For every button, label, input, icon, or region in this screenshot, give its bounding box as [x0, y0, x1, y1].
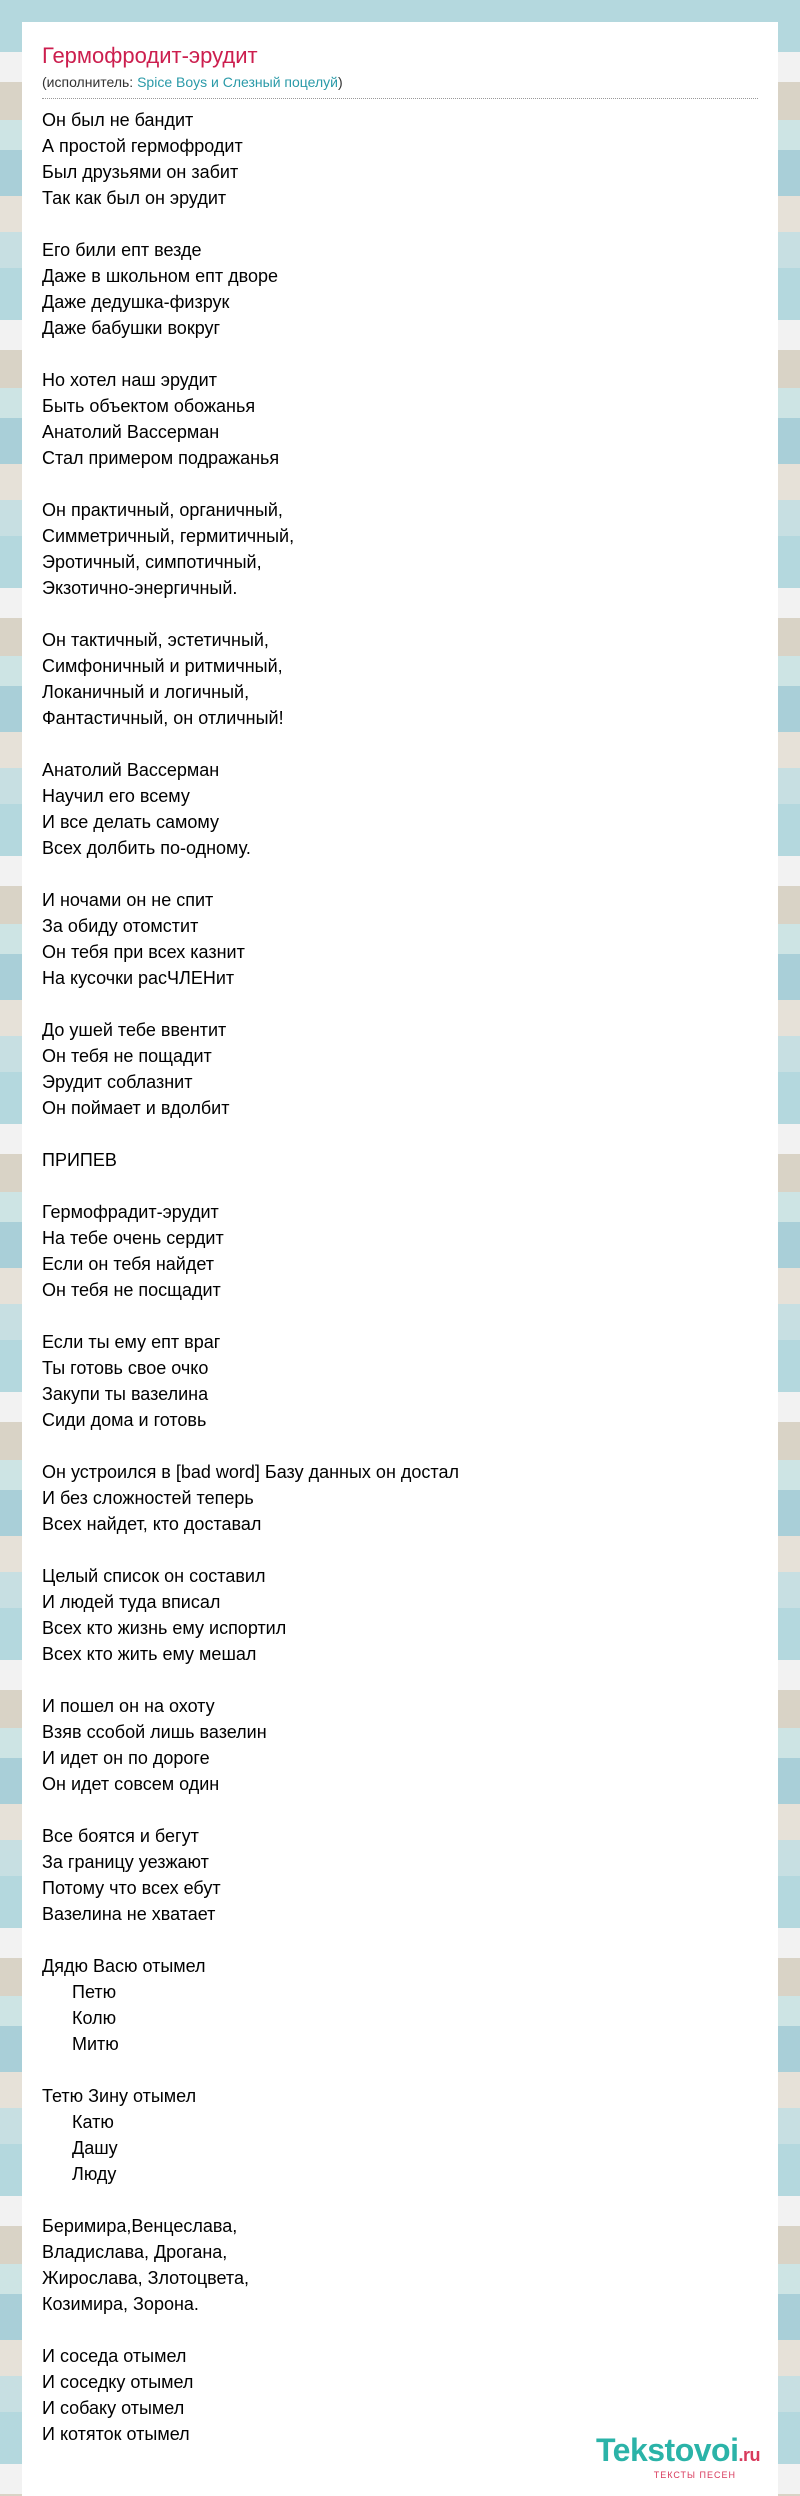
- lyrics-line: За границу уезжают: [42, 1852, 209, 1872]
- logo-wordmark: [596, 2434, 760, 2471]
- lyrics-stanza: [42, 1329, 758, 1433]
- lyrics-line: Ты готовь свое очко: [42, 1358, 209, 1378]
- lyrics-line: Стал примером подражанья: [42, 448, 280, 468]
- lyrics-line: Всех найдет, кто доставал: [42, 1514, 262, 1534]
- lyrics-line: Локаничный и логичный,: [42, 682, 250, 702]
- page-title: Гермофродит-эрудит: [42, 43, 258, 68]
- lyrics-line: Целый список он составил: [42, 1566, 266, 1586]
- lyrics-line: И котяток отымел: [42, 2424, 190, 2444]
- lyrics-stanza: [42, 1199, 758, 1303]
- lyrics-line: Дядю Васю отымел: [42, 1956, 206, 1976]
- site-logo[interactable]: [596, 2434, 760, 2480]
- lyrics-line: Эрудит соблазнит: [42, 1072, 193, 1092]
- lyrics-line: Вазелина не хватает: [42, 1904, 216, 1924]
- lyrics-stanza: [42, 1459, 758, 1537]
- lyrics-line: Его били епт везде: [42, 240, 202, 260]
- lyrics-line: И собаку отымел: [42, 2398, 185, 2418]
- subtitle-prefix: (исполнитель:: [42, 74, 138, 90]
- lyrics-line: Всех кто жить ему мешал: [42, 1644, 257, 1664]
- lyrics-line-indented: Петю: [72, 1982, 117, 2002]
- lyrics-stanza: [42, 497, 758, 601]
- lyrics-line: Всех кто жизнь ему испортил: [42, 1618, 287, 1638]
- lyrics-line: Все боятся и бегут: [42, 1826, 199, 1846]
- lyrics-line: Даже дедушка-физрук: [42, 292, 230, 312]
- lyrics-line: Он тебя не посщадит: [42, 1280, 221, 1300]
- lyrics-line: Закупи ты вазелина: [42, 1384, 209, 1404]
- lyrics-line: И людей туда вписал: [42, 1592, 221, 1612]
- lyrics-line: Он тебя не пощадит: [42, 1046, 212, 1066]
- lyrics-text: [42, 107, 758, 2447]
- lyrics-line: Так как был он эрудит: [42, 188, 227, 208]
- lyrics-line: Он поймает и вдолбит: [42, 1098, 230, 1118]
- lyrics-line: Быть объектом обожанья: [42, 396, 256, 416]
- lyrics-line: И соседку отымел: [42, 2372, 194, 2392]
- lyrics-line: Даже бабушки вокруг: [42, 318, 221, 338]
- lyrics-line: Он тебя при всех казнит: [42, 942, 245, 962]
- lyrics-line: Экзотично-энергичный.: [42, 578, 238, 598]
- lyrics-line: Был друзьями он забит: [42, 162, 239, 182]
- lyrics-line: И все делать самому: [42, 812, 219, 832]
- lyrics-line: Даже в школьном епт дворе: [42, 266, 279, 286]
- lyrics-stanza: [42, 1147, 758, 1173]
- lyrics-stanza: [42, 2083, 758, 2187]
- lyrics-line: Симфоничный и ритмичный,: [42, 656, 283, 676]
- lyrics-line: Сиди дома и готовь: [42, 1410, 207, 1430]
- lyrics-line: Козимира, Зорона.: [42, 2294, 199, 2314]
- lyrics-line: И без сложностей теперь: [42, 1488, 254, 1508]
- lyrics-line: И ночами он не спит: [42, 890, 214, 910]
- lyrics-line-indented: Митю: [72, 2034, 119, 2054]
- lyrics-line: Он был не бандит: [42, 110, 194, 130]
- title-divider: [42, 98, 758, 99]
- lyrics-stanza: [42, 1953, 758, 2057]
- lyrics-line: Он идет совсем один: [42, 1774, 220, 1794]
- lyrics-line: Он практичный, органичный,: [42, 500, 283, 520]
- lyrics-line: А простой гермофродит: [42, 136, 243, 156]
- lyrics-line: Владислава, Дрогана,: [42, 2242, 228, 2262]
- lyrics-stanza: [42, 107, 758, 211]
- artist-link[interactable]: Spice Boys и Слезный поцелуй: [137, 74, 338, 90]
- lyrics-line: На тебе очень сердит: [42, 1228, 224, 1248]
- lyrics-stanza: [42, 1563, 758, 1667]
- lyrics-stanza: [42, 627, 758, 731]
- lyrics-line: Жирослава, Злотоцвета,: [42, 2268, 249, 2288]
- lyrics-line: Взяв ссобой лишь вазелин: [42, 1722, 267, 1742]
- lyrics-line-indented: Колю: [72, 2008, 117, 2028]
- lyrics-line-indented: Дашу: [72, 2138, 118, 2158]
- lyrics-stanza: [42, 2213, 758, 2317]
- lyrics-line: И соседа отымел: [42, 2346, 187, 2366]
- lyrics-line: Анатолий Вассерман: [42, 422, 220, 442]
- lyrics-line: Симметричный, гермитичный,: [42, 526, 295, 546]
- logo-tagline: ТЕКСТЫ ПЕСЕН: [653, 2470, 736, 2480]
- lyrics-line: Научил его всему: [42, 786, 190, 806]
- lyrics-line: Он устроился в [bad word] Базу данных он достал: [42, 1462, 459, 1482]
- lyrics-line: Анатолий Вассерман: [42, 760, 220, 780]
- logo-tld: .ru: [738, 2445, 760, 2465]
- lyrics-card: [22, 22, 778, 2496]
- lyrics-line: Он тактичный, эстетичный,: [42, 630, 269, 650]
- lyrics-stanza: [42, 237, 758, 341]
- lyrics-line: Беримира,Венцеслава,: [42, 2216, 238, 2236]
- lyrics-line: ПРИПЕВ: [42, 1150, 117, 1170]
- lyrics-stanza: [42, 367, 758, 471]
- lyrics-line: Фантастичный, он отличный!: [42, 708, 284, 728]
- lyrics-line: Гермофрадит-эрудит: [42, 1202, 219, 1222]
- lyrics-line: Потому что всех ебут: [42, 1878, 221, 1898]
- lyrics-stanza: [42, 1693, 758, 1797]
- lyrics-stanza: [42, 1017, 758, 1121]
- lyrics-stanza: [42, 1823, 758, 1927]
- lyrics-line: И идет он по дороге: [42, 1748, 210, 1768]
- song-subtitle: [42, 72, 758, 92]
- lyrics-line: Но хотел наш эрудит: [42, 370, 217, 390]
- lyrics-line: Если ты ему епт враг: [42, 1332, 221, 1352]
- subtitle-suffix: ): [337, 74, 343, 90]
- lyrics-line: Если он тебя найдет: [42, 1254, 214, 1274]
- lyrics-line-indented: Катю: [72, 2112, 114, 2132]
- lyrics-stanza: [42, 887, 758, 991]
- lyrics-line: За обиду отомстит: [42, 916, 199, 936]
- lyrics-stanza: [42, 757, 758, 861]
- lyrics-line: Всех долбить по-одному.: [42, 838, 251, 858]
- lyrics-line: На кусочки расЧЛЕНит: [42, 968, 235, 988]
- lyrics-line: До ушей тебе ввентит: [42, 1020, 227, 1040]
- lyrics-line-indented: Люду: [72, 2164, 117, 2184]
- lyrics-line: Эротичный, симпотичный,: [42, 552, 262, 572]
- lyrics-line: И пошел он на охоту: [42, 1696, 215, 1716]
- lyrics-line: Тетю Зину отымел: [42, 2086, 197, 2106]
- logo-main-text: Tekstovoi: [595, 2432, 739, 2468]
